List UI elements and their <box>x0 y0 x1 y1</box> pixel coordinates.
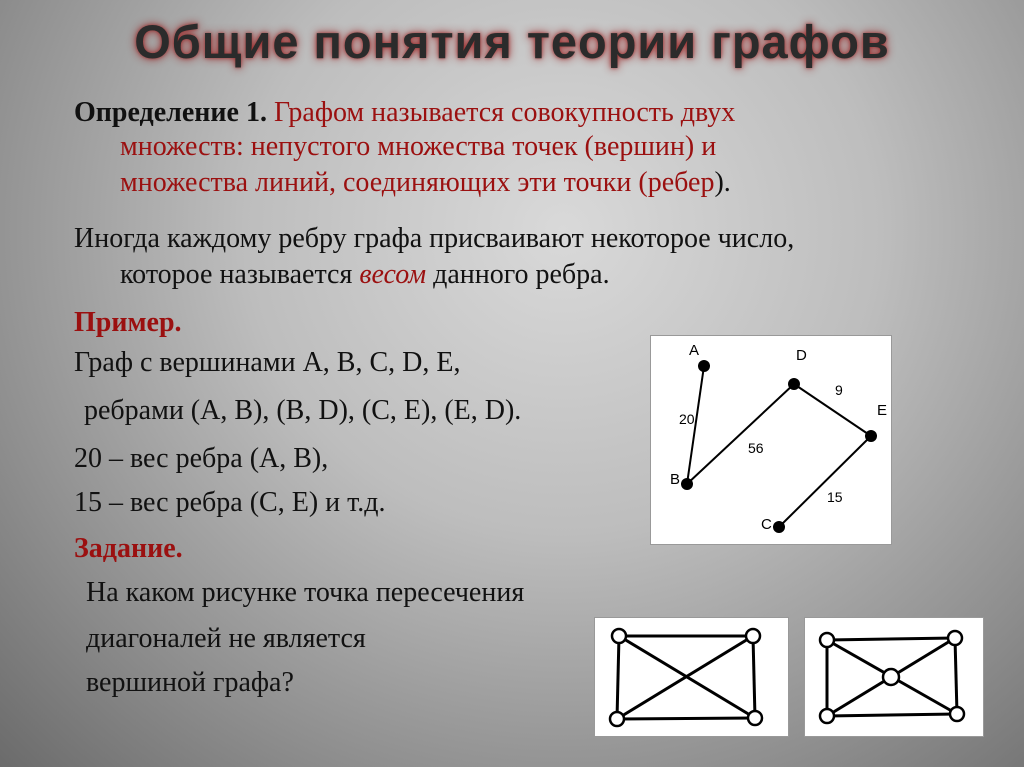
graph-vertex-C <box>773 521 785 533</box>
graph-vertex-E <box>865 430 877 442</box>
figure-option-2 <box>804 617 984 737</box>
graph-edge-EC <box>779 436 871 527</box>
definition-text-3: множества линий, соединяющих эти точки (ребер <box>120 167 715 198</box>
edge-weight-EC: 15 <box>827 489 843 505</box>
vertex-circle <box>820 709 834 723</box>
weights-word: весом <box>359 259 427 290</box>
graph-vertex-label-C: C <box>761 516 772 533</box>
vertex-circle <box>948 631 962 645</box>
example-line-4: 15 – вес ребра (С, Е) и т.д. <box>74 487 386 518</box>
slide-title: Общие понятия теории графов <box>134 15 890 68</box>
definition-text-1: Графом называется совокупность двух <box>273 97 736 128</box>
task-line-2: диагоналей не является <box>86 623 366 654</box>
weights-post: данного ребра. <box>433 259 610 290</box>
graph-edge-DE <box>794 384 871 436</box>
weights-pre: которое называется <box>120 259 353 290</box>
definition-label: Определение 1. <box>74 97 267 128</box>
graph-figure <box>650 335 892 545</box>
example-line-3: 20 – вес ребра (А, В), <box>74 443 329 474</box>
figure-option-1 <box>594 617 789 737</box>
edge-weight-BD: 56 <box>748 440 764 456</box>
vertex-circle <box>612 629 626 643</box>
definition-line-1 <box>74 96 735 130</box>
graph-edge-BD <box>687 384 794 484</box>
example-line-1: Граф с вершинами А, В, С, D, Е, <box>74 347 461 378</box>
edge-weight-AB: 20 <box>679 411 695 427</box>
example-label: Пример. <box>74 307 182 338</box>
graph-canvas <box>651 336 891 544</box>
weights-line-1: Иногда каждому ребру графа присваивают некоторое число, <box>74 223 795 254</box>
edge-weight-DE: 9 <box>835 382 843 398</box>
graph-vertex-label-E: E <box>877 402 888 419</box>
graph-vertex-B <box>681 478 693 490</box>
vertex-circle <box>748 711 762 725</box>
weights-line-2 <box>120 258 610 292</box>
example-line-2: ребрами (А, В), (В, D), (С, Е), (Е, D). <box>84 395 522 426</box>
vertex-circle <box>820 633 834 647</box>
definition-text-2: множеств: непустого множества точек (вершин) и <box>120 131 717 162</box>
vertex-circle <box>950 707 964 721</box>
graph-vertex-label-D: D <box>796 347 807 364</box>
task-label: Задание. <box>74 533 183 564</box>
vertex-circle <box>610 712 624 726</box>
graph-vertex-D <box>788 378 800 390</box>
definition-line-3 <box>120 166 731 200</box>
graph-vertex-label-A: A <box>689 342 700 359</box>
center-vertex-circle <box>883 669 899 685</box>
definition-close: ). <box>714 167 731 198</box>
graph-vertex-label-B: B <box>670 471 681 488</box>
task-line-1: На каком рисунке точка пересечения <box>86 577 525 608</box>
vertex-circle <box>746 629 760 643</box>
graph-vertex-A <box>698 360 710 372</box>
task-line-3: вершиной графа? <box>86 667 294 698</box>
